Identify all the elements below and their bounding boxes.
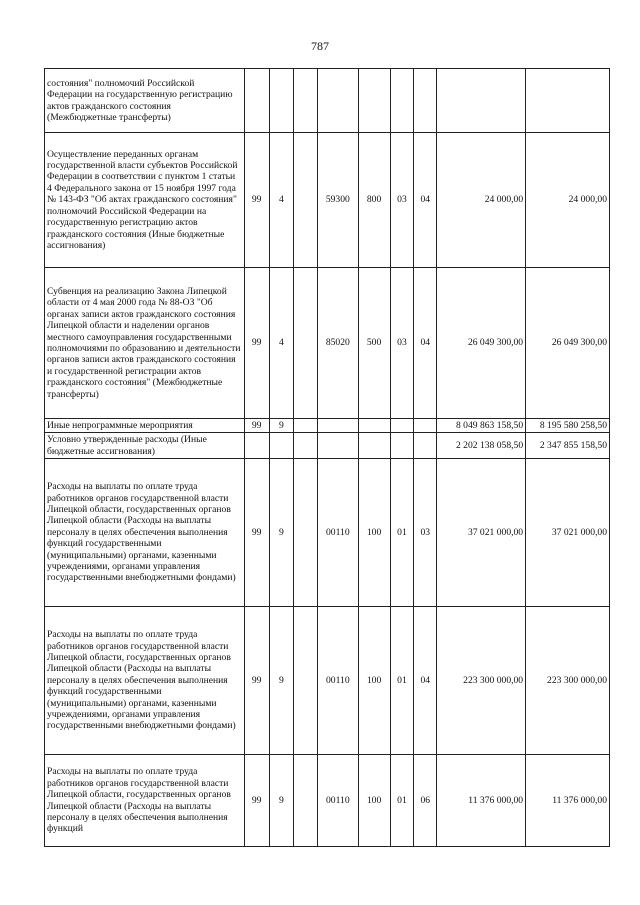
subprogram-code-cell: 9 [269, 607, 294, 755]
budget-table [44, 68, 610, 847]
subprogram-code-cell: 4 [269, 268, 294, 419]
table-row [45, 69, 610, 133]
expense-type-cell: 100 [358, 607, 390, 755]
expense-type-cell: 100 [358, 459, 390, 607]
expense-type-cell [358, 433, 390, 459]
amount-year1-cell [437, 69, 526, 133]
main-event-code-cell [294, 419, 318, 433]
amount-year2-cell: 24 000,00 [526, 133, 610, 268]
main-event-code-cell [294, 607, 318, 755]
table-row [45, 433, 610, 459]
subsection-cell [414, 433, 437, 459]
subsection-cell [414, 69, 437, 133]
section-cell [390, 419, 414, 433]
main-event-code-cell [294, 433, 318, 459]
main-event-code-cell [294, 69, 318, 133]
section-cell: 01 [390, 755, 414, 847]
amount-year2-cell: 223 300 000,00 [526, 607, 610, 755]
program-code-cell [244, 433, 269, 459]
row-name-cell: Расходы на выплаты по оплате труда работников органов государственной власти Липецкой области, государственных органов Липецкой области (Расходы на выплаты персоналу в целях обеспечения выполнения функций [45, 755, 245, 847]
subprogram-code-cell [269, 69, 294, 133]
program-code-cell: 99 [244, 268, 269, 419]
subprogram-code-cell: 9 [269, 755, 294, 847]
section-cell: 01 [390, 459, 414, 607]
subprogram-code-cell: 9 [269, 419, 294, 433]
program-code-cell: 99 [244, 607, 269, 755]
direction-code-cell: 59300 [318, 133, 358, 268]
page-number: 787 [311, 39, 329, 53]
expense-type-cell [358, 419, 390, 433]
program-code-cell: 99 [244, 133, 269, 268]
row-name-cell: Расходы на выплаты по оплате труда работников органов государственной власти Липецкой области, государственных органов Липецкой области (Расходы на выплаты персоналу в целях обеспечения выполнения функций государственными (муниципальными) органами, казенными учреждениями, органами управления государственными внебюджетными фондами) [45, 607, 245, 755]
expense-type-cell [358, 69, 390, 133]
main-event-code-cell [294, 133, 318, 268]
subsection-cell: 04 [414, 268, 437, 419]
section-cell: 03 [390, 268, 414, 419]
amount-year2-cell: 2 347 855 158,50 [526, 433, 610, 459]
direction-code-cell: 00110 [318, 459, 358, 607]
subprogram-code-cell: 9 [269, 459, 294, 607]
subsection-cell: 03 [414, 459, 437, 607]
table-row [45, 607, 610, 755]
section-cell [390, 69, 414, 133]
row-name-cell: Осуществление переданных органам государственной власти субъектов Российской Федерации в соответствии с пунктом 1 статьи 4 Федерального закона от 15 ноября 1997 года № 143-ФЗ "Об актах гражданского состояния" полномочий Российской Федерации на государственную регистрацию актов гражданского состояния (Иные бюджетные ассигнования) [45, 133, 245, 268]
main-event-code-cell [294, 755, 318, 847]
amount-year2-cell: 37 021 000,00 [526, 459, 610, 607]
table-row [45, 755, 610, 847]
main-event-code-cell [294, 459, 318, 607]
expense-type-cell: 100 [358, 755, 390, 847]
row-name-cell: Условно утвержденные расходы (Иные бюджетные ассигнования) [45, 433, 245, 459]
amount-year1-cell: 223 300 000,00 [437, 607, 526, 755]
budget-table-body [45, 69, 610, 847]
amount-year1-cell: 24 000,00 [437, 133, 526, 268]
amount-year2-cell [526, 69, 610, 133]
row-name-cell: Иные непрограммные мероприятия [45, 419, 245, 433]
subsection-cell: 04 [414, 607, 437, 755]
amount-year2-cell: 11 376 000,00 [526, 755, 610, 847]
direction-code-cell [318, 419, 358, 433]
direction-code-cell: 00110 [318, 607, 358, 755]
amount-year1-cell: 11 376 000,00 [437, 755, 526, 847]
amount-year1-cell: 8 049 863 158,50 [437, 419, 526, 433]
subsection-cell: 06 [414, 755, 437, 847]
amount-year1-cell: 26 049 300,00 [437, 268, 526, 419]
main-event-code-cell [294, 268, 318, 419]
direction-code-cell: 00110 [318, 755, 358, 847]
section-cell [390, 433, 414, 459]
row-name-cell: состояния" полномочий Российской Федерации на государственную регистрацию актов гражданского состояния (Межбюджетные трансферты) [45, 69, 245, 133]
amount-year1-cell: 2 202 138 058,50 [437, 433, 526, 459]
amount-year2-cell: 8 195 580 258,50 [526, 419, 610, 433]
amount-year2-cell: 26 049 300,00 [526, 268, 610, 419]
subprogram-code-cell: 4 [269, 133, 294, 268]
table-row [45, 419, 610, 433]
program-code-cell: 99 [244, 459, 269, 607]
table-row [45, 133, 610, 268]
section-cell: 01 [390, 607, 414, 755]
row-name-cell: Субвенция на реализацию Закона Липецкой области от 4 мая 2000 года № 88-ОЗ "Об органах записи актов гражданского состояния Липецкой области и наделении органов местного самоуправления государственными полномочиями по образованию и деятельности органов записи актов гражданского состояния и государственной регистрации актов гражданского состояния" (Межбюджетные трансферты) [45, 268, 245, 419]
table-row [45, 268, 610, 419]
program-code-cell [244, 69, 269, 133]
table-row [45, 459, 610, 607]
section-cell: 03 [390, 133, 414, 268]
expense-type-cell: 500 [358, 268, 390, 419]
expense-type-cell: 800 [358, 133, 390, 268]
program-code-cell: 99 [244, 755, 269, 847]
subprogram-code-cell [269, 433, 294, 459]
amount-year1-cell: 37 021 000,00 [437, 459, 526, 607]
row-name-cell: Расходы на выплаты по оплате труда работников органов государственной власти Липецкой области, государственных органов Липецкой области (Расходы на выплаты персоналу в целях обеспечения выполнения функций государственными (муниципальными) органами, казенными учреждениями, органами управления государственными внебюджетными фондами) [45, 459, 245, 607]
direction-code-cell: 85020 [318, 268, 358, 419]
direction-code-cell [318, 69, 358, 133]
direction-code-cell [318, 433, 358, 459]
program-code-cell: 99 [244, 419, 269, 433]
subsection-cell [414, 419, 437, 433]
subsection-cell: 04 [414, 133, 437, 268]
